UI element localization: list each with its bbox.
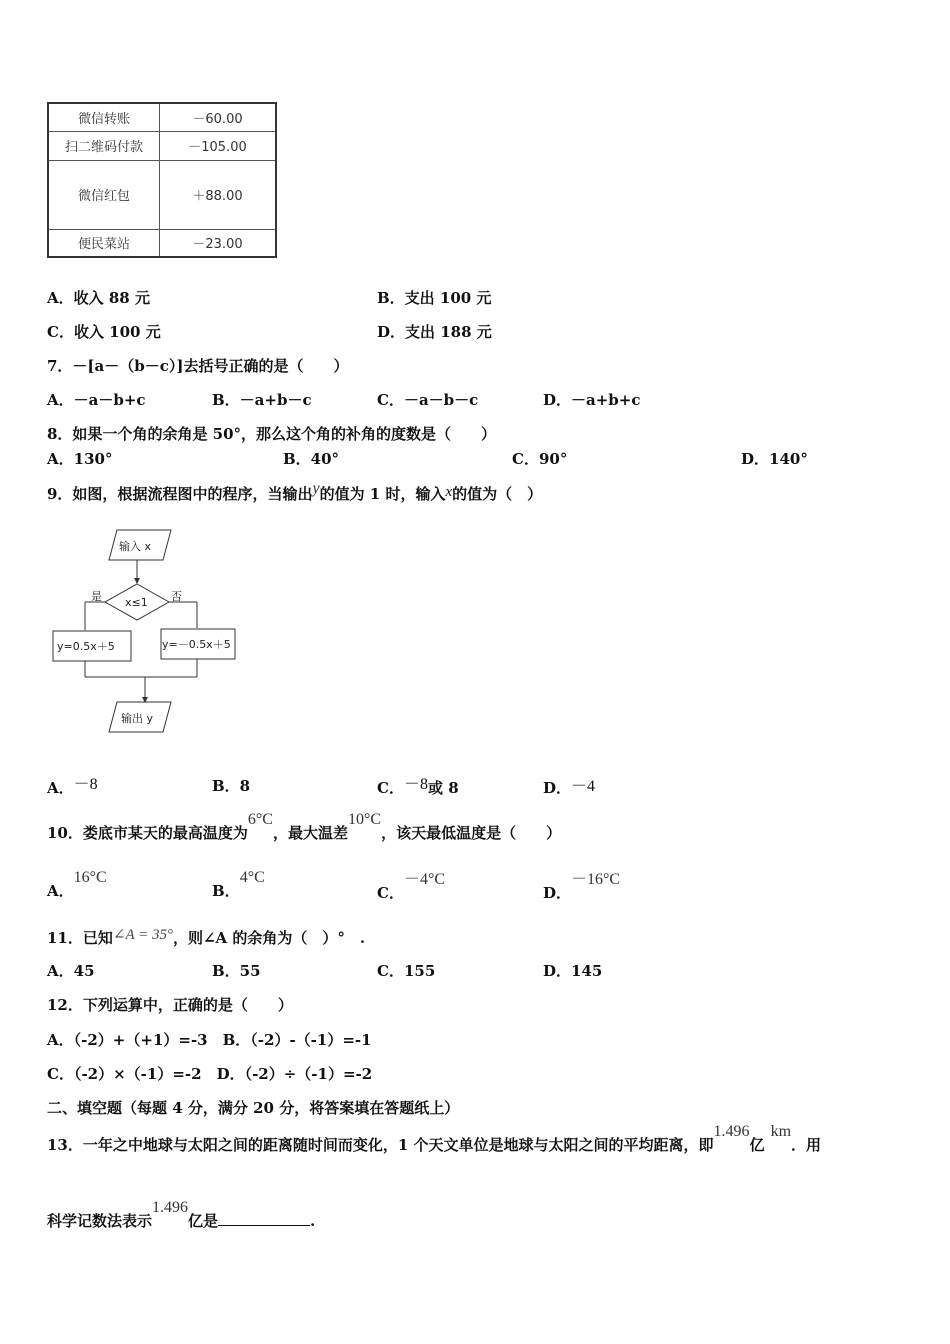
q13-line1 [47, 1123, 822, 1155]
q6-option-a: A．收入 88 元 [47, 289, 150, 307]
q9-option-d-label: D． [543, 779, 572, 797]
q13-line2-pre: 科学记数法表示 [47, 1212, 153, 1230]
table-cell-value: ＋88.00 [160, 160, 277, 229]
table-cell-value: －23.00 [160, 229, 277, 257]
q13-yi: 亿 [749, 1136, 765, 1154]
answer-blank[interactable] [218, 1211, 310, 1226]
q7-option-b: B．－a+b－c [212, 391, 312, 409]
table-cell-label: 扫二维码付款 [48, 131, 160, 160]
q10-option-b [212, 869, 265, 901]
flow-condition-label: x≤1 [125, 596, 148, 609]
table-row [48, 103, 276, 131]
q11-stem-post: ，则∠A 的余角为（ ）° . [172, 929, 366, 947]
table-cell-value: －105.00 [160, 131, 277, 160]
q13-line1-post: ．用 [791, 1136, 822, 1154]
q9-option-d [543, 775, 595, 798]
flow-yes-label: 是 [91, 590, 102, 603]
q9-stem-post: 的值为（ ） [452, 485, 543, 503]
q8-stem: 8．如果一个角的余角是 50°，那么这个角的补角的度数是（ ） [47, 425, 497, 443]
section-title: 二、填空题（每题 4 分，满分 20 分，将答案填在答题纸上） [47, 1099, 460, 1117]
q9-option-b: B．8 [212, 777, 251, 795]
q7-stem: 7．－[a－（b－c）]去括号正确的是（ ） [47, 357, 349, 375]
table-cell-label: 便民菜站 [48, 229, 160, 257]
flow-input-label: 输入 x [119, 540, 152, 553]
q6-option-b: B．支出 100 元 [377, 289, 492, 307]
table-cell-label: 微信红包 [48, 160, 160, 229]
q10-option-d [543, 871, 621, 903]
q9-option-c-label: C． [377, 779, 404, 797]
q13-line2-post: 亿是 [188, 1212, 219, 1230]
q10-option-c-label: C． [377, 884, 404, 902]
q11-option-c: C．155 [377, 962, 436, 980]
q9-option-c-value: －8 [403, 776, 428, 793]
q10-option-c-value: －4°C [403, 871, 446, 888]
q9-stem-mid: 的值为 1 时，输入 [319, 485, 446, 503]
q9-stem [47, 480, 543, 504]
q9-stem-pre: 9．如图，根据流程图中的程序，当输出 [47, 485, 313, 503]
q8-option-d: D．140° [741, 450, 808, 468]
q10-option-a-label: A． [47, 882, 74, 900]
q10-stem [47, 811, 562, 843]
q13-line2 [47, 1199, 316, 1231]
table-cell-value: －60.00 [160, 103, 277, 131]
q10-option-b-label: B． [212, 882, 240, 900]
flow-output-label: 输出 y [121, 712, 154, 725]
q10-stem-post: ，该天最低温度是（ ） [381, 824, 562, 842]
q7-option-a: A．－a－b+c [47, 391, 146, 409]
flow-arrowhead [134, 578, 140, 584]
table-cell-label: 微信转账 [48, 103, 160, 131]
q13-line1-pre: 13．一年之中地球与太阳之间的距离随时间而变化，1 个天文单位是地球与太阳之间的平均距离，即 [47, 1136, 714, 1154]
transaction-table [47, 102, 277, 258]
q13-number: 1.496 [713, 1123, 750, 1140]
flow-right-label: y=－0.5x＋5 [162, 638, 231, 651]
q11-stem [47, 927, 365, 948]
q11-angle: ∠A = 35° [112, 927, 173, 943]
table-row [48, 131, 276, 160]
q9-var-x: x [445, 484, 453, 500]
q10-option-a [47, 869, 107, 901]
table-row [48, 160, 276, 229]
q9-option-c [377, 775, 459, 798]
q8-option-b: B．40° [283, 450, 340, 468]
q11-option-b: B．55 [212, 962, 261, 980]
q12-stem: 12．下列运算中，正确的是（ ） [47, 996, 293, 1014]
q9-option-c-post: 或 8 [427, 779, 459, 797]
q9-var-y: y [312, 480, 320, 497]
q9-option-d-value: －4 [571, 778, 596, 795]
q10-option-c [377, 871, 446, 903]
flow-left-label: y=0.5x＋5 [57, 640, 115, 653]
q10-option-b-value: 4°C [239, 869, 265, 886]
q10-stem-pre: 10．娄底市某天的最高温度为 [47, 824, 248, 842]
q9-option-a [47, 775, 98, 798]
q8-option-a: A．130° [47, 450, 113, 468]
q10-stem-mid: ，最大温差 [272, 824, 348, 842]
q10-option-a-value: 16°C [73, 869, 107, 886]
q6-option-d: D．支出 188 元 [377, 323, 492, 341]
q12-options-ab: A．（-2）+（+1）=-3 B．（-2）-（-1）=-1 [47, 1031, 372, 1049]
q12-options-cd: C．（-2）×（-1）=-2 D．（-2）÷（-1）=-2 [47, 1065, 373, 1083]
q13-unit: km [770, 1123, 792, 1140]
q11-option-a: A．45 [47, 962, 95, 980]
q10-temp-diff: 10°C [347, 811, 382, 828]
q7-option-d: D．－a+b+c [543, 391, 641, 409]
q13-end: . [310, 1212, 316, 1230]
q8-option-c: C．90° [512, 450, 568, 468]
q10-option-d-value: －16°C [571, 871, 621, 888]
q11-stem-pre: 11．已知 [47, 929, 113, 947]
table-row [48, 229, 276, 257]
q13-number-2: 1.496 [152, 1199, 189, 1216]
q9-option-a-label: A． [47, 779, 74, 797]
q9-option-a-value: －8 [73, 776, 98, 793]
flowchart [45, 522, 245, 742]
q6-option-c: C．收入 100 元 [47, 323, 161, 341]
q11-option-d: D．145 [543, 962, 603, 980]
q10-high-temp: 6°C [247, 811, 273, 828]
flow-no-label: 否 [171, 590, 182, 603]
q7-option-c: C．－a－b－c [377, 391, 479, 409]
q10-option-d-label: D． [543, 884, 572, 902]
